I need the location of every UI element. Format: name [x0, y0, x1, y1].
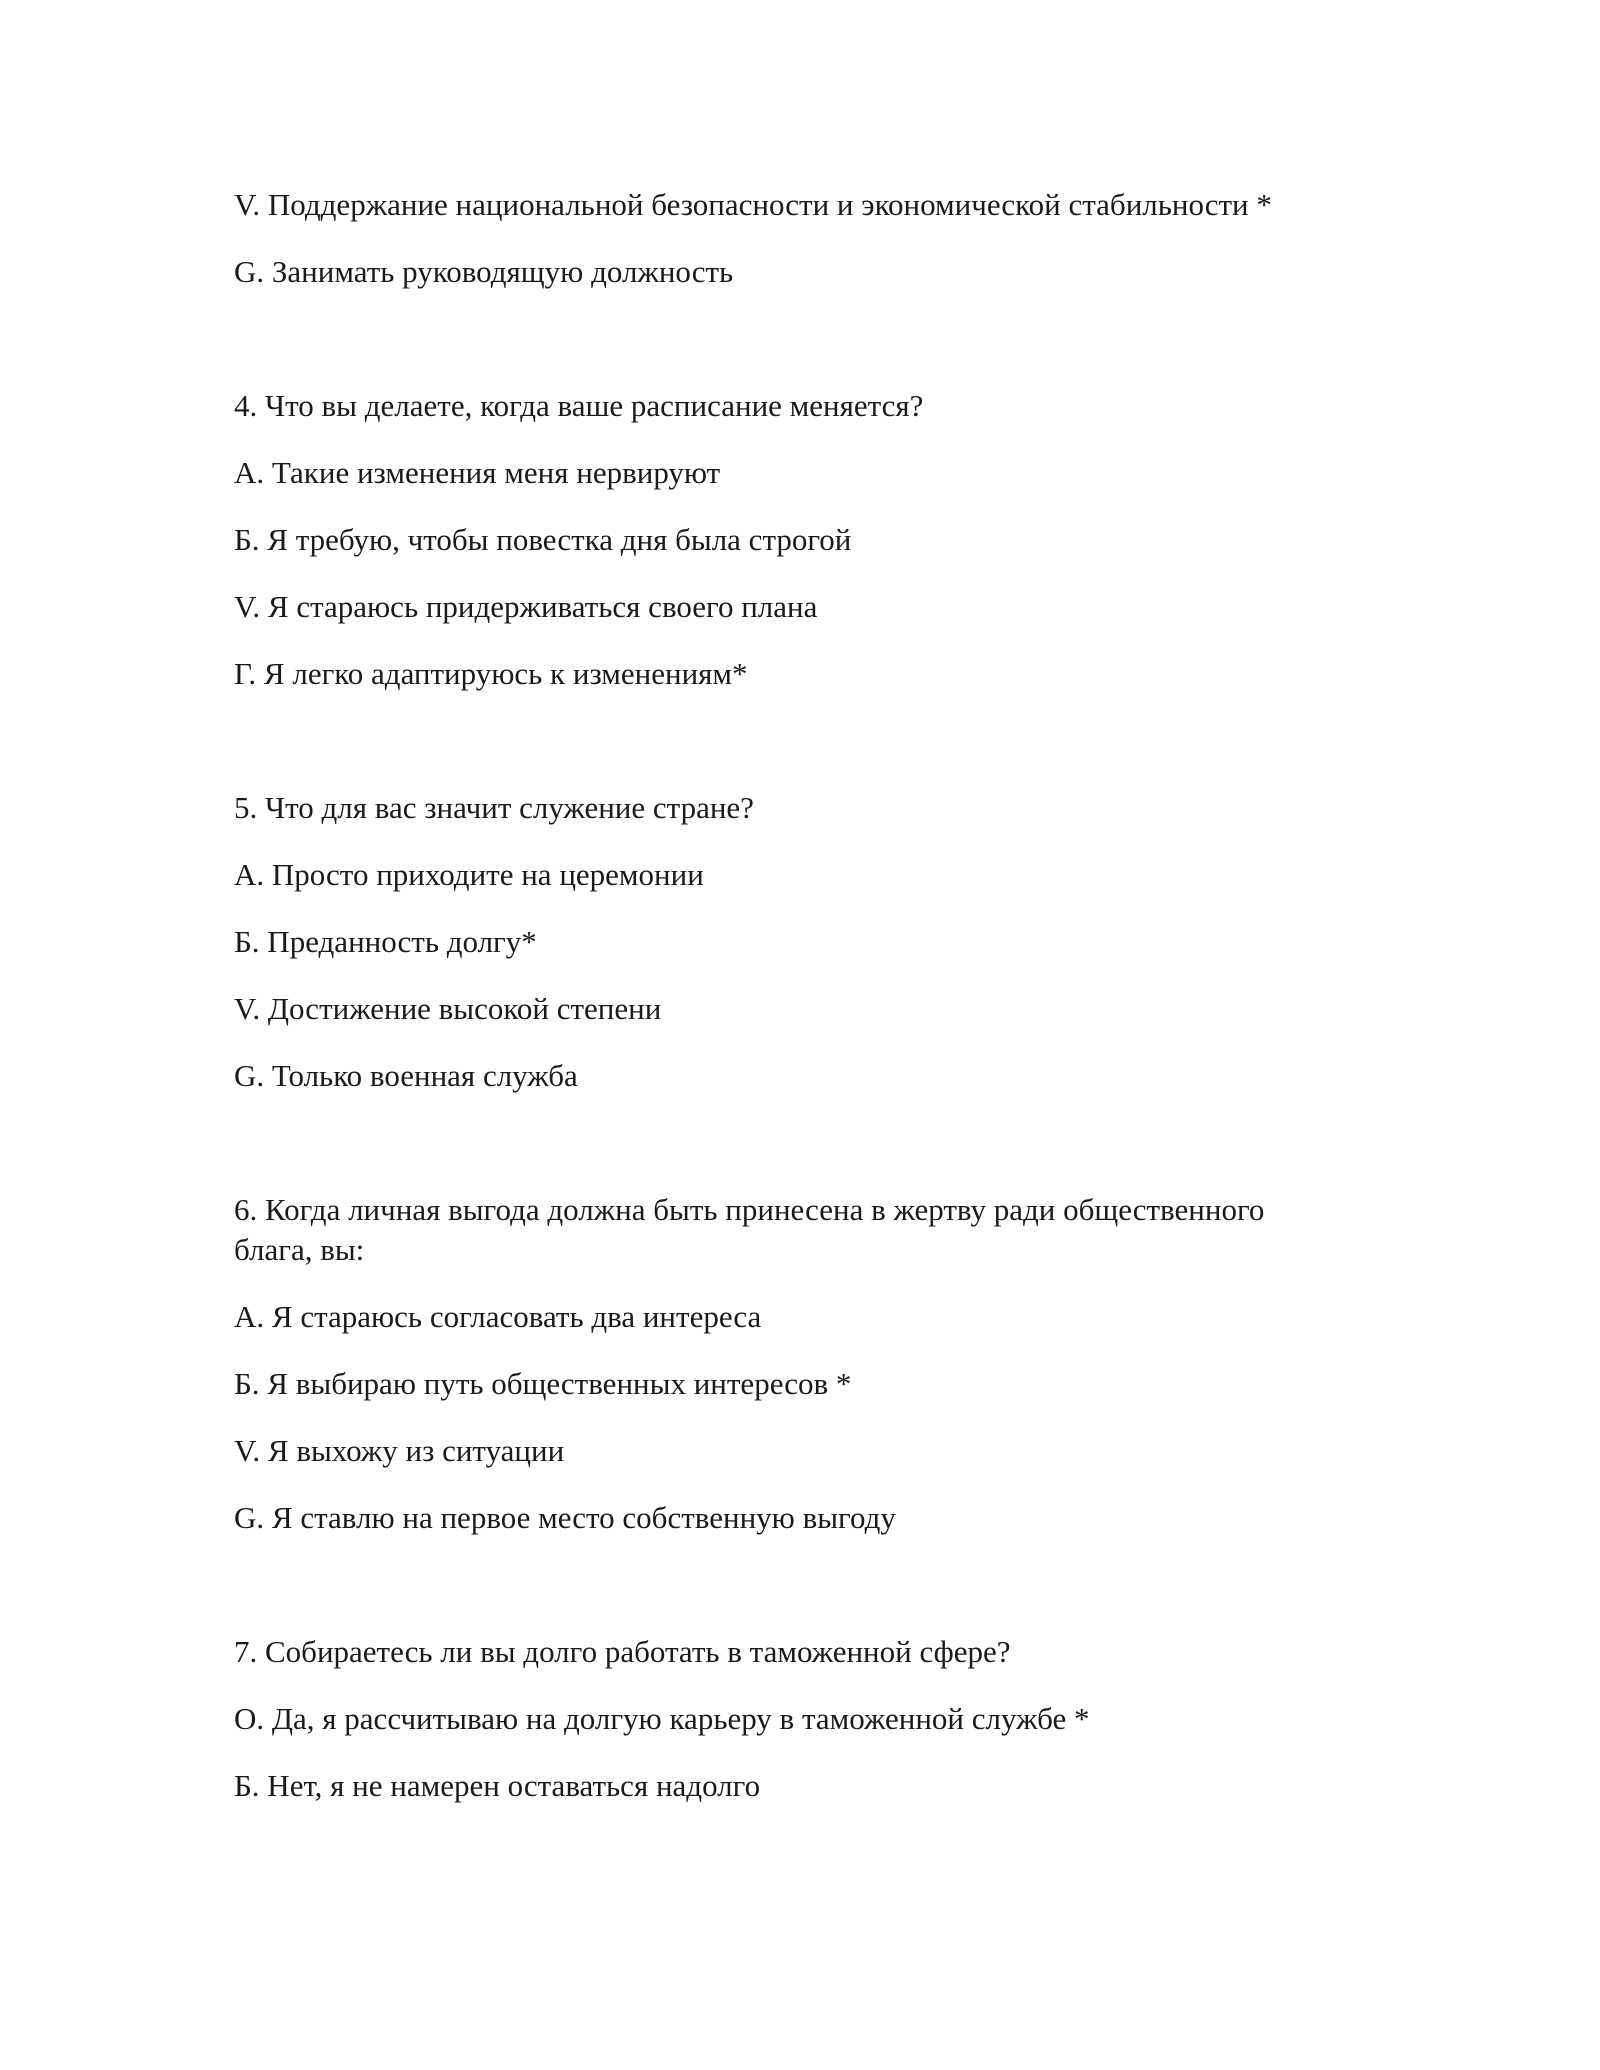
option-g: G. Занимать руководящую должность: [234, 254, 734, 289]
section-gap: [234, 1123, 1354, 1190]
document-page: [234, 185, 1354, 1833]
q6-option-g: G. Я ставлю на первое место собственную выгоду: [234, 1500, 896, 1535]
q6-option-a: А. Я стараюсь согласовать два интереса: [234, 1299, 762, 1334]
question-4: 4. Что вы делаете, когда ваше расписание меняется?: [234, 388, 924, 423]
question-6-line-2: блага, вы:: [234, 1232, 365, 1267]
section-gap: [234, 721, 1354, 788]
section-gap: [234, 319, 1354, 386]
q4-option-a: А. Такие изменения меня нервируют: [234, 455, 721, 490]
q5-option-v: V. Достижение высокой степени: [234, 991, 662, 1026]
q7-option-o: О. Да, я рассчитываю на долгую карьеру в таможенной службе *: [234, 1701, 1090, 1736]
question-7: 7. Собираетесь ли вы долго работать в таможенной сфере?: [234, 1634, 1011, 1669]
q6-option-v: V. Я выхожу из ситуации: [234, 1433, 565, 1468]
q6-option-b: Б. Я выбираю путь общественных интересов *: [234, 1366, 852, 1401]
q5-option-b: Б. Преданность долгу*: [234, 924, 537, 959]
q4-option-v: V. Я стараюсь придерживаться своего плана: [234, 589, 818, 624]
question-6-line-1: 6. Когда личная выгода должна быть принесена в жертву ради общественного: [234, 1192, 1265, 1227]
option-v: V. Поддержание национальной безопасности и экономической стабильности *: [234, 187, 1272, 222]
question-5: 5. Что для вас значит служение стране?: [234, 790, 754, 825]
q4-option-g: Г. Я легко адаптируюсь к изменениям*: [234, 656, 748, 691]
q5-option-g: G. Только военная служба: [234, 1058, 578, 1093]
q4-option-b: Б. Я требую, чтобы повестка дня была строгой: [234, 522, 852, 557]
q7-option-b: Б. Нет, я не намерен оставаться надолго: [234, 1768, 761, 1803]
q5-option-a: А. Просто приходите на церемонии: [234, 857, 704, 892]
section-gap: [234, 1565, 1354, 1632]
